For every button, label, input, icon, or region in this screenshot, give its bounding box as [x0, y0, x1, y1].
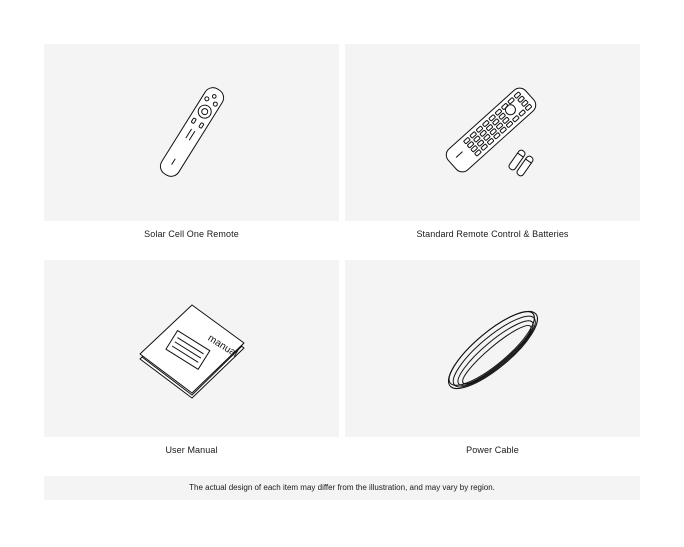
accessory-card-standard-remote: [345, 44, 640, 221]
power-cable-icon: [345, 260, 640, 437]
accessory-card-power-cable: [345, 260, 640, 437]
caption-user-manual: User Manual: [165, 445, 218, 455]
accessory-card-user-manual: [44, 260, 339, 437]
caption-power-cable: Power Cable: [466, 445, 519, 455]
caption-solar-remote: Solar Cell One Remote: [144, 229, 239, 239]
caption-standard-remote: Standard Remote Control & Batteries: [416, 229, 569, 239]
standard-remote-batteries-icon: [345, 44, 640, 221]
user-manual-icon: [44, 260, 339, 437]
accessory-card-solar-remote: [44, 44, 339, 221]
solar-cell-remote-icon: [44, 44, 339, 221]
disclaimer-note: The actual design of each item may differ from the illustration, and may vary by region.: [44, 476, 640, 500]
manual-cover-text: manual: [205, 332, 240, 360]
